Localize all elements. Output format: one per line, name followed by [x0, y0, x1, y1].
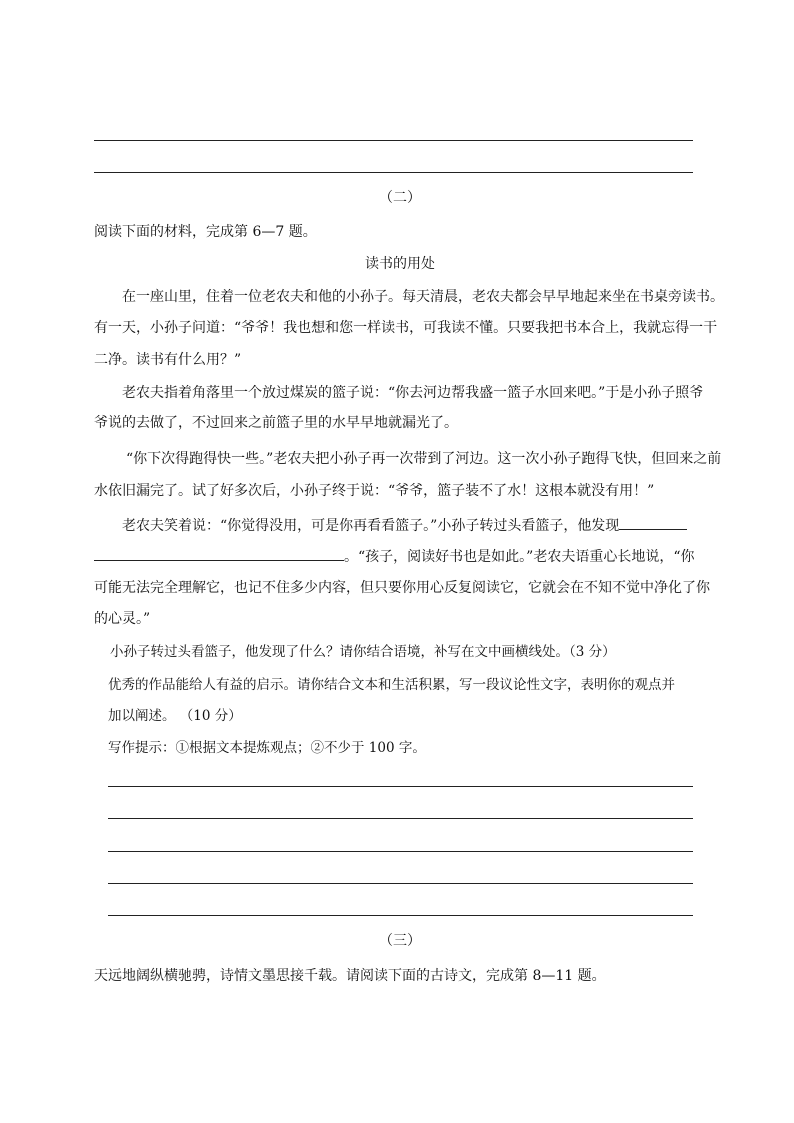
section-instruction-3: 天远地阔纵横驰骋，诗情文墨思接千载。请阅读下面的古诗文，完成第 8—11 题。 [94, 968, 606, 984]
story-paragraph-3-line-2: 水依旧漏完了。试了好多次后，小孙子终于说：“爷爷，篮子装不了水！这根本就没有用！” [94, 483, 655, 499]
story-paragraph-3-line-1: “你下次得跑得快一些。”老农夫把小孙子再一次带到了河边。这一次小孙子跑得飞快，但回来之前 [126, 451, 722, 467]
question-7-line-2: 加以阐述。 （10 分） [108, 708, 242, 724]
story-paragraph-4-line-2 [94, 545, 694, 567]
answer-line-4[interactable] [108, 883, 693, 884]
answer-line-top-1[interactable] [94, 140, 693, 141]
story-paragraph-4-line-3: 可能无法完全理解它，也记不住多少内容，但只要你用心反复阅读它，它就会在不知不觉中净化了你 [94, 580, 710, 596]
answer-line-5[interactable] [108, 915, 693, 916]
story-paragraph-4-continuation: 。“孩子，阅读好书也是如此。”老农夫语重心长地说，“你 [344, 549, 695, 565]
story-paragraph-4-text: 老农夫笑着说：“你觉得没用，可是你再看看篮子。”小孙子转过头看篮子，他发现 [122, 518, 620, 534]
story-paragraph-4-line-1 [122, 514, 687, 536]
story-title: 读书的用处 [365, 256, 435, 272]
writing-hint: 写作提示：①根据文本提炼观点；②不少于 100 字。 [108, 740, 426, 756]
answer-line-1[interactable] [108, 786, 693, 787]
story-paragraph-2-line-1: 老农夫指着角落里一个放过煤炭的篮子说：“你去河边帮我盛一篮子水回来吧。”于是小孙子照爷 [122, 385, 704, 401]
story-paragraph-1-line-1: 在一座山里，住着一位老农夫和他的小孙子。每天清晨，老农夫都会早早地起来坐在书桌旁读书。 [122, 289, 724, 305]
story-paragraph-1-line-3: 二净。读书有什么用？” [94, 352, 242, 368]
section-heading-3: （三） [379, 933, 421, 949]
answer-line-3[interactable] [108, 851, 693, 852]
section-instruction-2: 阅读下面的材料，完成第 6—7 题。 [94, 224, 317, 240]
question-6: 小孙子转过头看篮子，他发现了什么？请你结合语境，补写在文中画横线处。（3 分） [110, 644, 616, 660]
section-heading-2: （二） [379, 190, 421, 206]
story-paragraph-4-line-4: 的心灵。” [94, 611, 151, 627]
question-7-line-1: 优秀的作品能给人有益的启示。请你结合文本和生活积累，写一段议论性文字，表明你的观点并 [108, 677, 675, 693]
answer-line-top-2[interactable] [94, 172, 693, 173]
answer-line-2[interactable] [108, 818, 693, 819]
fill-in-blank-line-2[interactable] [94, 545, 344, 561]
fill-in-blank-line-1[interactable] [619, 514, 687, 530]
story-paragraph-1-line-2: 有一天，小孙子问道：“爷爷！我也想和您一样读书，可我读不懂。只要我把书本合上，我就忘得一干 [94, 320, 718, 336]
story-paragraph-2-line-2: 爷说的去做了，不过回来之前篮子里的水早早地就漏光了。 [94, 415, 458, 431]
